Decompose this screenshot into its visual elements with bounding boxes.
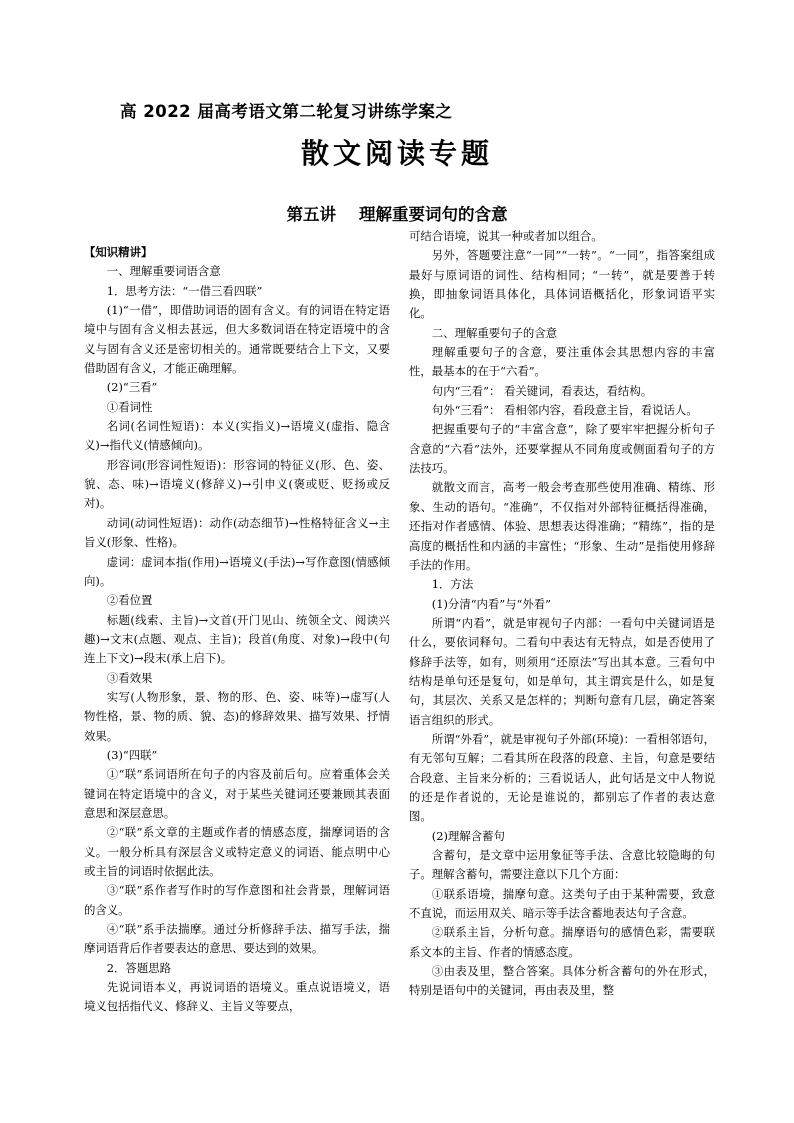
section-tag: 【知识精讲】 (84, 245, 153, 259)
paragraph: 动词(动词性短语)：动作(动态细节)→性格特征含义→主旨义(形象、性格)。 (84, 515, 390, 550)
paragraph: 标题(线索、主旨)→文首(开门见山、统领全文、阅读兴趣)→文末(点题、观点、主旨)；段首(角度、对象)→段中(句连上下文)→段末(承上启下)。 (84, 612, 390, 666)
page-title: 散文阅读专题 (300, 137, 493, 170)
list-item: ②看位置 (106, 593, 153, 608)
series-title: 高 2022 届高考语文第二轮复习讲练学案之 (120, 102, 453, 121)
list-item: ③看效果 (106, 670, 153, 685)
heading-key-sentences: 二、理解重要句子的含意 (431, 325, 558, 340)
paragraph: ③由表及里，整合答案。具体分析含蓄句的外在形式，特别是语句中的关键词，再由表及里，整 (409, 964, 715, 998)
paragraph: 形容词(形容词性短语)：形容词的特征义(形、色、姿、貌、态、味)→语境义(修辞义)→引申义(褒或贬、贬扬或反对)。 (84, 457, 390, 511)
paragraph: 就散文而言，高考一般会考查那些使用准确、精练、形象、生动的语句。“准确”，不仅指对外部特征概括得准确，还指对作者感情、体验、思想表达得准确；“精练”，指的是高度的概括性和内涵的丰富性；“形象、生动”是指使用修辞手法的作用。 (409, 480, 715, 572)
subheading-four-links: (3)“四联” (106, 747, 158, 762)
lecture-title: 第五讲 理解重要词句的含意 (286, 205, 508, 224)
paragraph-continued: 可结合语境，说其一种或者加以组合。 (409, 229, 603, 243)
subheading-inner-outer: (1)分清“内看”与“外看” (431, 596, 551, 611)
paragraph: ①联系语境，揣摩句意。这类句子由于某种需要，致意不直说，而运用双关、暗示等手法含蓄地表达句子含意。 (409, 886, 715, 921)
paragraph: ②“联”系文章的主题或作者的情感态度，揣摩词语的含义。一般分析具有深层含义或特定意义的词语、能点明中心或主旨的词语时依据此法。 (84, 825, 390, 878)
subheading-implicit-sentences: (2)理解含蓄句 (431, 828, 505, 843)
paragraph: 理解重要句子的含意，要注重体会其思想内容的丰富性，最基本的在于“六看”。 (409, 345, 715, 379)
paragraph: 所谓“外看”，就是审视句子外部(环境)：一看相邻语句，有无邻句互解；二看其所在段落的段意、主旨，句意是要结合段意、主旨来分析的；三看说话人，此句话是文中人物说的还是作者说的，无论是谁说的，都别忘了作者的表达意图。 (409, 731, 715, 824)
paragraph: (1)“一借”，即借助词语的固有含义。有的词语在特定语境中与固有含义相去甚远，但大多数词语在特定语境中的含义与固有含义还是密切相关的。通常既要结合上下文，又要借助固有含义，才能正确理解。 (84, 303, 390, 376)
subheading-answer-approach: 2．答题思路 (106, 960, 171, 975)
right-column (409, 227, 715, 1001)
paragraph: 另外，答题要注意“一同”“一转”。“一同”，指答案组成最好与原词语的词性、结构相同；“一转”，就是要善于转换，即抽象词语具体化，具体词语概括化，形象词语平实化。 (409, 248, 715, 321)
paragraph: ④“联”系手法揣摩。通过分析修辞手法、描写手法，揣摩词语背后作者要表达的意思、要达到的效果。 (84, 922, 390, 956)
paragraph: ③“联”系作者写作时的写作意图和社会背景，理解词语的含义。 (84, 883, 390, 917)
paragraph: 虚词：虚词本指(作用)→语境义(手法)→写作意图(情感倾向)。 (84, 554, 390, 588)
paragraph: 含蓄句，是文章中运用象征等手法、含意比较隐晦的句子。理解含蓄句，需要注意以下几个方面： (409, 848, 715, 882)
paragraph: 先说词语本义，再说词语的语境义。重点说语境义，语境义包括指代义、修辞义、主旨义等要点， (84, 980, 390, 1014)
subheading-method: 1．方法 (431, 577, 474, 592)
paragraph: 句外“三看”： 看相邻内容，看段意主旨，看说话人。 (431, 403, 698, 418)
list-item: ①看词性 (106, 399, 153, 414)
subheading-method: 1．思考方法：“一借三看四联” (106, 283, 263, 298)
paragraph: 句内“三看”： 看关键词，看表达，看结构。 (431, 383, 653, 398)
paragraph: 把握重要句子的“丰富含意”，除了要牢牢把握分析句子含意的“六看”法外，还要掌握从不同角度或侧面看句子的方法技巧。 (409, 422, 715, 476)
left-column (84, 243, 390, 1017)
paragraph: ②联系主旨，分析句意。揣摩语句的感情色彩，需要联系文本的主旨、作者的情感态度。 (409, 925, 715, 959)
subheading-three-looks: (2)“三看” (106, 380, 158, 395)
paragraph: 所谓“内看”，就是审视句子内部：一看句中关键词语是什么，要依词释句。二看句中表达有无特点，如是否使用了修辞手法等，如有，则须用“还原法”写出其本意。三看句中结构是单句还是复句，如是单句，其主谓宾是什么，如是复句，其层次、关系又是怎样的；判断句意有几层，确定答案语言组织的形式。 (409, 615, 715, 727)
paragraph: ①“联”系词语所在句子的内容及前后句。应着重体会关键词在特定语境中的含义，对于某些关键词还要兼顾其表面意思和深层意思。 (84, 767, 390, 820)
paragraph: 名词(名词性短语)：本义(实指义)→语境义(虚指、隐含义)→指代义(情感倾向)。 (84, 419, 390, 453)
heading-key-words: 一、理解重要词语含意 (106, 264, 221, 279)
paragraph: 实写(人物形象，景、物的形、色、姿、味等)→虚写(人物性格，景、物的质、貌、态)的修辞效果、描写效果、抒情效果。 (84, 689, 390, 743)
